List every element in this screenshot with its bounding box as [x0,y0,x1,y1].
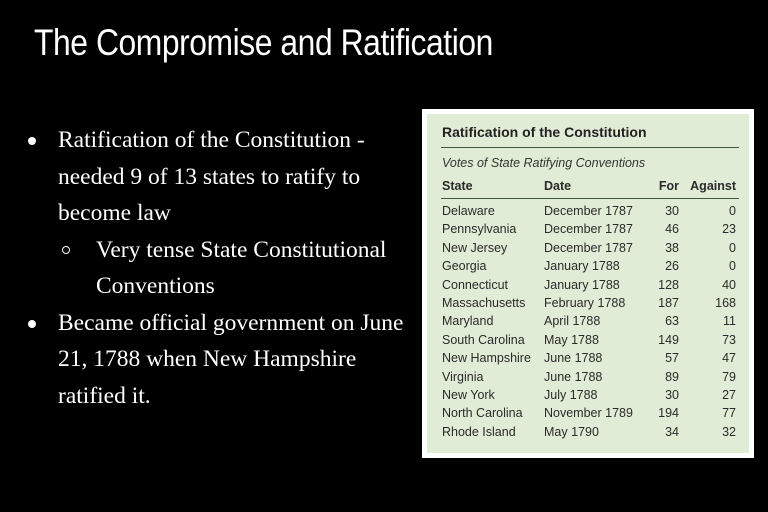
header-against: Against [690,179,736,193]
for-cell: 194 [658,406,679,421]
against-cell: 168 [715,295,736,310]
against-cell: 23 [722,222,736,237]
against-cell: 47 [722,351,736,366]
table-row [427,204,749,222]
table-row [427,388,749,406]
date-cell: November 1789 [544,406,633,421]
date-cell: May 1788 [544,332,599,347]
against-cell: 0 [729,204,736,218]
bullet-text: Ratification of the Constitution - needed 9 of 13 states to ratify to become law [58,127,365,226]
for-cell: 128 [658,277,679,292]
header-for: For [658,179,679,193]
for-cell: 63 [665,314,679,329]
state-cell: Virginia [442,369,484,384]
state-cell: Massachusetts [442,295,526,310]
state-cell: Pennsylvania [442,222,517,237]
state-cell: Delaware [442,204,495,218]
bullet-dot-icon [28,320,36,328]
against-cell: 27 [722,387,736,402]
slide-title: The Compromise and Ratification [34,22,493,63]
bullet-list [22,122,412,414]
against-cell: 40 [722,277,736,292]
for-cell: 30 [665,204,679,218]
against-cell: 77 [722,406,736,421]
header-state: State [442,179,473,193]
bullet-text: Became official government on June 21, 1788 when New Hampshire ratified it. [58,309,404,409]
table-row [427,259,749,277]
hollow-bullet-icon [62,246,70,254]
for-cell: 57 [665,351,679,366]
for-cell: 89 [665,369,679,384]
date-cell: June 1788 [544,351,603,366]
for-cell: 149 [658,332,679,347]
date-cell: July 1788 [544,387,598,402]
header-rule [441,198,739,199]
date-cell: January 1788 [544,277,620,292]
against-cell: 73 [722,332,736,347]
table-row [427,241,749,259]
header-date: Date [544,179,572,193]
against-cell: 32 [722,424,736,439]
bullet-item [22,305,412,415]
state-cell: North Carolina [442,406,523,421]
table-row [427,296,749,314]
table-rows [427,204,749,443]
against-cell: 0 [729,259,736,274]
sub-bullet-text: Very tense State Constitutional Conventions [96,236,387,299]
table-subtitle: Votes of State Ratifying Conventions [442,156,646,170]
for-cell: 187 [658,295,679,310]
state-cell: Georgia [442,259,487,274]
date-cell: May 1790 [544,424,599,439]
state-cell: New Jersey [442,240,508,255]
table-row [427,351,749,369]
for-cell: 34 [665,424,679,439]
date-cell: April 1788 [544,314,601,329]
state-cell: Rhode Island [442,424,516,439]
table-row [427,222,749,240]
state-cell: New York [442,387,495,402]
date-cell: December 1787 [544,204,633,218]
against-cell: 79 [722,369,736,384]
bullet-dot-icon [28,137,36,145]
date-cell: January 1788 [544,259,620,274]
state-cell: Maryland [442,314,494,329]
table-row [427,406,749,424]
table-row [427,370,749,388]
table-row [427,314,749,332]
state-cell: South Carolina [442,332,525,347]
title-rule [441,147,739,148]
for-cell: 38 [665,240,679,255]
date-cell: December 1787 [544,240,633,255]
state-cell: Connecticut [442,277,509,292]
for-cell: 26 [665,259,679,274]
ratification-table-image [422,109,754,458]
for-cell: 30 [665,387,679,402]
table-body [427,114,749,453]
against-cell: 0 [729,240,736,255]
against-cell: 11 [723,314,736,329]
date-cell: February 1788 [544,295,626,310]
for-cell: 46 [665,222,679,237]
state-cell: New Hampshire [442,351,531,366]
table-row [427,278,749,296]
table-header-row [427,179,749,197]
date-cell: June 1788 [544,369,603,384]
table-row [427,425,749,443]
sub-bullet-item [22,232,412,305]
bullet-item [22,122,412,232]
table-row [427,333,749,351]
table-title: Ratification of the Constitution [442,124,647,140]
date-cell: December 1787 [544,222,633,237]
